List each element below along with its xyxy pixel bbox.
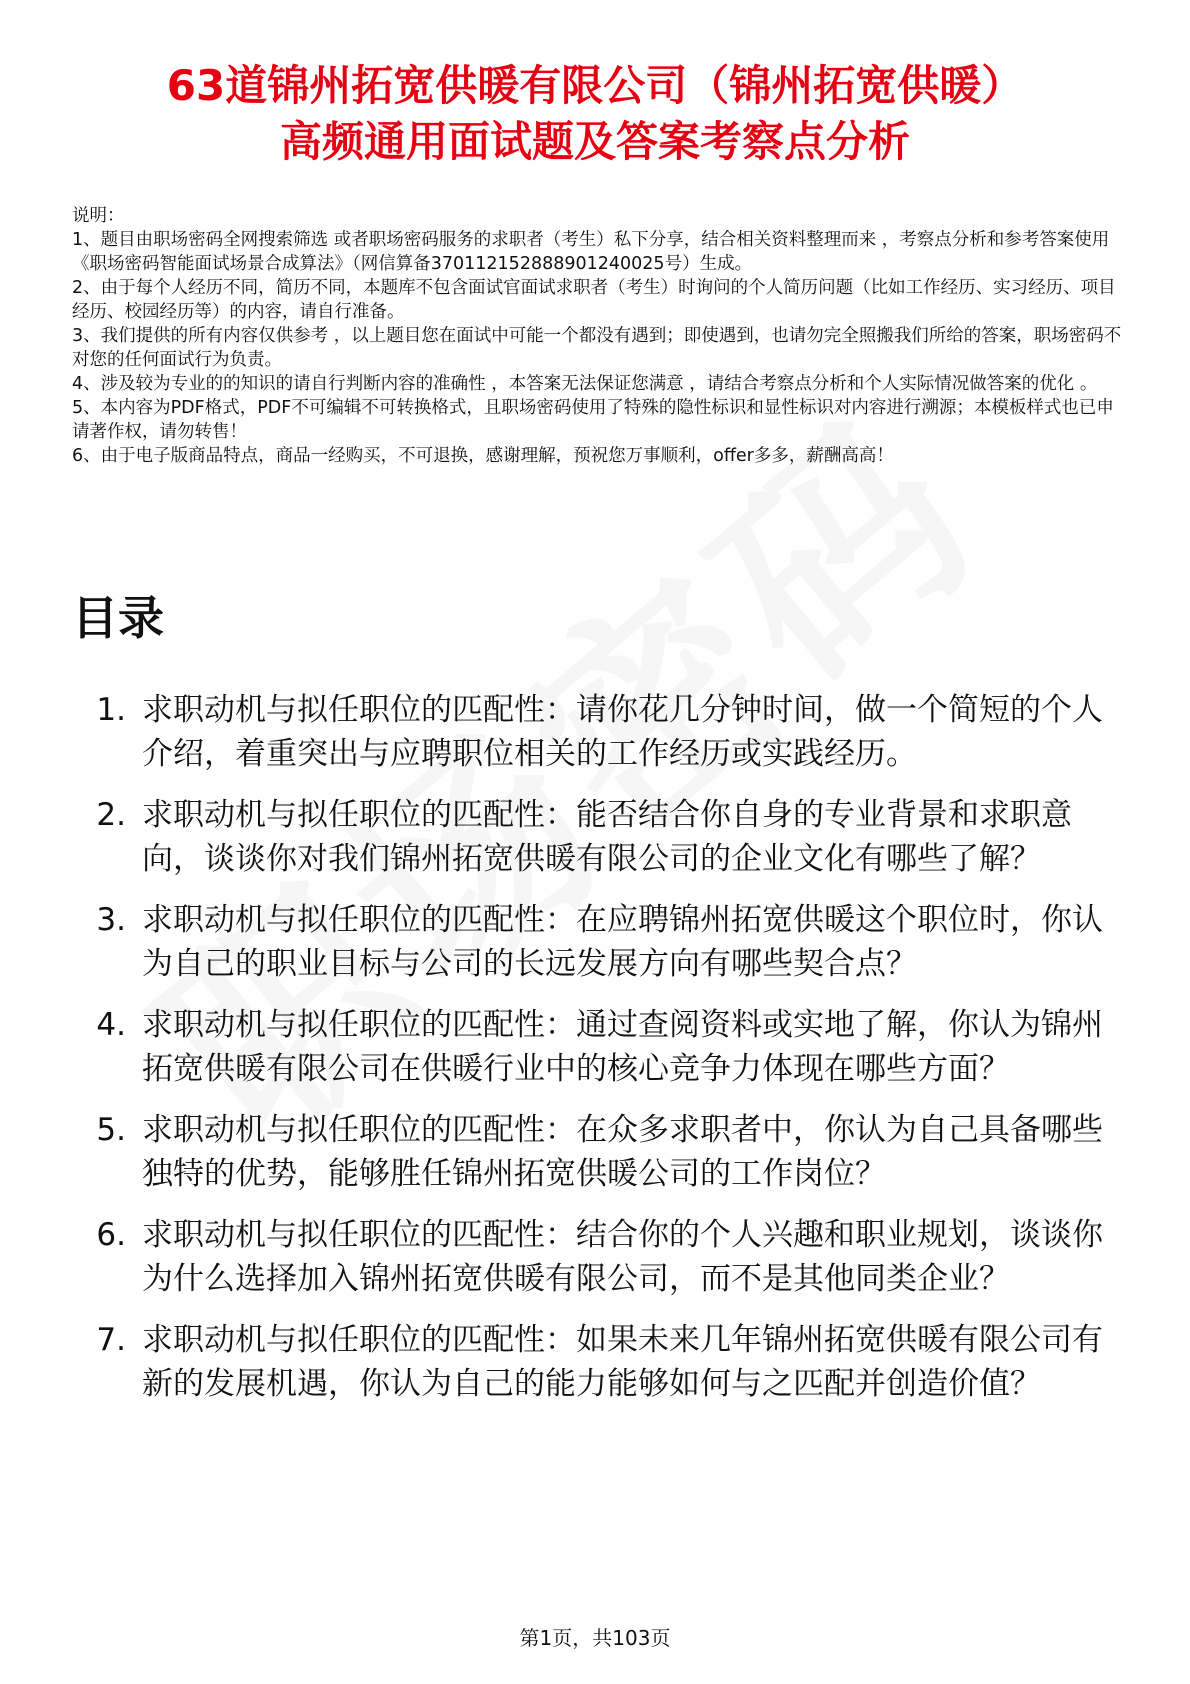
page-footer: 第1页，共103页 — [519, 1626, 671, 1650]
toc-item-3[interactable] — [72, 898, 1112, 986]
notes-label: 说明： — [72, 206, 125, 226]
toc-item-2[interactable] — [72, 793, 1112, 881]
toc-item-5[interactable] — [72, 1108, 1112, 1196]
note-item-3: 3、我们提供的所有内容仅供参考 ，以上题目您在面试中可能一个都没有遇到；即使遇到，也请勿完全照搬我们所给的答案，职场密码不对您的任何面试行为负责。 — [72, 326, 1122, 370]
notes-section — [72, 204, 1122, 468]
toc-item-text: 求职动机与拟任职位的匹配性：能否结合你自身的专业背景和求职意向，谈谈你对我们锦州拓宽供暖有限公司的企业文化有哪些了解？ — [142, 797, 1072, 877]
document-title — [40, 58, 1150, 170]
note-item-6: 6、由于电子版商品特点，商品一经购买，不可退换，感谢理解，预祝您万事顺利，offer多多，薪酬高高！ — [72, 446, 894, 466]
toc-item-number: 7. — [96, 1322, 126, 1358]
toc-item-number: 6. — [96, 1217, 126, 1253]
toc-item-text: 求职动机与拟任职位的匹配性：如果未来几年锦州拓宽供暖有限公司有新的发展机遇，你认为自己的能力能够如何与之匹配并创造价值？ — [142, 1322, 1103, 1402]
toc-item-7[interactable] — [72, 1318, 1112, 1406]
note-item-4: 4、涉及较为专业的的知识的请自行判断内容的准确性 ，本答案无法保证您满意 ，请结合考察点分析和个人实际情况做答案的优化 。 — [72, 374, 1098, 394]
toc-item-number: 1. — [96, 692, 126, 728]
toc-item-1[interactable] — [72, 688, 1112, 776]
toc-item-number: 5. — [96, 1112, 126, 1148]
toc-item-text: 求职动机与拟任职位的匹配性：在众多求职者中，你认为自己具备哪些独特的优势，能够胜任锦州拓宽供暖公司的工作岗位？ — [142, 1112, 1103, 1192]
toc-item-number: 2. — [96, 797, 126, 833]
toc-item-text: 求职动机与拟任职位的匹配性：请你花几分钟时间，做一个简短的个人介绍，着重突出与应聘职位相关的工作经历或实践经历。 — [142, 692, 1103, 772]
toc-item-number: 4. — [96, 1007, 126, 1043]
note-item-2: 2、由于每个人经历不同，简历不同，本题库不包含面试官面试求职者（考生）时询问的个人简历问题（比如工作经历、实习经历、项目经历、校园经历等）的内容，请自行准备。 — [72, 278, 1116, 322]
toc-item-6[interactable] — [72, 1213, 1112, 1301]
toc-item-number: 3. — [96, 902, 126, 938]
toc-item-text: 求职动机与拟任职位的匹配性：结合你的个人兴趣和职业规划，谈谈你为什么选择加入锦州拓宽供暖有限公司，而不是其他同类企业？ — [142, 1217, 1103, 1297]
toc-item-text: 求职动机与拟任职位的匹配性：通过查阅资料或实地了解，你认为锦州拓宽供暖有限公司在供暖行业中的核心竞争力体现在哪些方面？ — [142, 1007, 1103, 1087]
toc-item-text: 求职动机与拟任职位的匹配性：在应聘锦州拓宽供暖这个职位时，你认为自己的职业目标与公司的长远发展方向有哪些契合点？ — [142, 902, 1103, 982]
toc-list — [72, 688, 1112, 1423]
title-line-1: 63道锦州拓宽供暖有限公司（锦州拓宽供暖） — [166, 61, 1024, 110]
toc-heading: 目录 — [72, 591, 164, 645]
note-item-5: 5、本内容为PDF格式，PDF不可编辑不可转换格式，且职场密码使用了特殊的隐性标识和显性标识对内容进行溯源；本模板样式也已申请著作权，请勿转售！ — [72, 398, 1114, 442]
title-line-2: 高频通用面试题及答案考察点分析 — [279, 117, 910, 166]
toc-item-4[interactable] — [72, 1003, 1112, 1091]
note-item-1: 1、题目由职场密码全网搜索筛选 或者职场密码服务的求职者（考生）私下分享，结合相关资料整理而来 ，考察点分析和参考答案使用《职场密码智能面试场景合成算法》（网信算备370112152888901240025号）生成。 — [72, 230, 1110, 274]
